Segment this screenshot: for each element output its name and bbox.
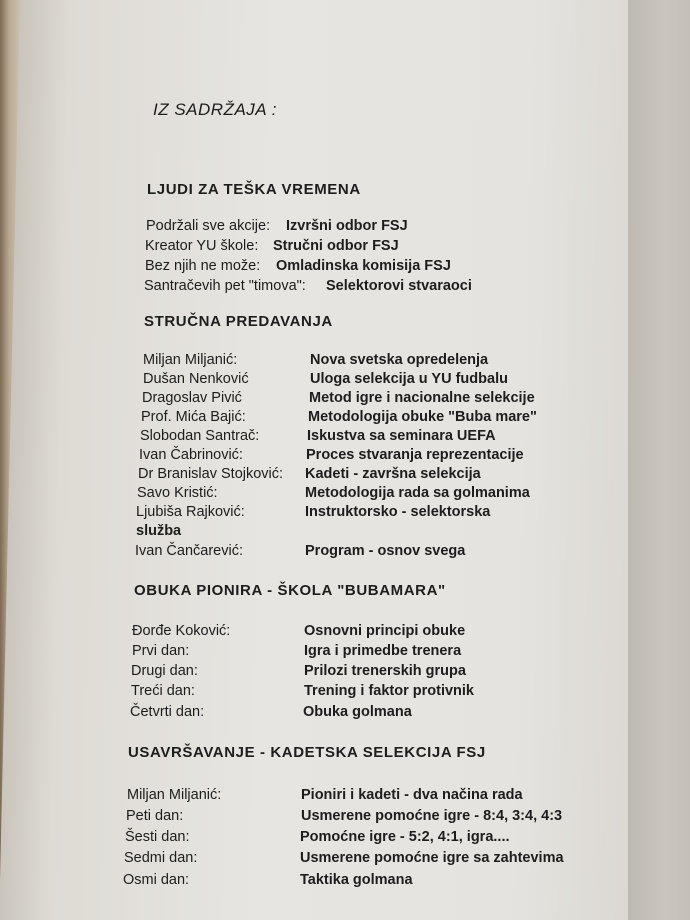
row-topic: Pomoćne igre - 5:2, 4:1, igra....: [300, 829, 510, 845]
row-name: Prvi dan:: [132, 643, 190, 659]
row-name: Kreator YU škole:: [145, 238, 259, 254]
row-topic: Taktika golmana: [300, 872, 413, 888]
row-topic: Trening i faktor protivnik: [304, 683, 474, 699]
section-heading: OBUKA PIONIRA - ŠKOLA "BUBAMARA": [134, 582, 446, 599]
row-topic: Nova svetska opredelenja: [310, 352, 489, 368]
row-topic: Stručni odbor FSJ: [273, 238, 399, 254]
row-topic-continuation: služba: [136, 523, 182, 539]
row-topic: Program - osnov svega: [305, 543, 466, 559]
row-topic: Metod igre i nacionalne selekcije: [309, 390, 535, 406]
row-topic: Omladinska komisija FSJ: [276, 258, 451, 274]
row-name: Šesti dan:: [125, 829, 190, 845]
row-name: Sedmi dan:: [124, 850, 198, 866]
row-name: Miljan Miljanić:: [127, 787, 222, 803]
row-name: Miljan Miljanić:: [143, 352, 238, 368]
row-topic: Iskustva sa seminara UEFA: [307, 428, 496, 444]
row-topic: Obuka golmana: [303, 704, 412, 720]
section-heading: STRUČNA PREDAVANJA: [144, 313, 333, 330]
section-heading: USAVRŠAVANJE - KADETSKA SELEKCIJA FSJ: [128, 744, 486, 761]
row-name: Slobodan Santrač:: [140, 428, 260, 444]
row-name: Osmi dan:: [123, 872, 190, 888]
row-topic: Instruktorsko - selektorska: [305, 504, 491, 520]
row-topic: Pioniri i kadeti - dva načina rada: [301, 787, 523, 803]
row-topic: Igra i primedbe trenera: [304, 643, 462, 659]
row-topic: Uloga selekcija u YU fudbalu: [310, 371, 508, 387]
row-topic: Osnovni principi obuke: [304, 623, 466, 639]
row-topic: Usmerene pomoćne igre sa zahtevima: [300, 850, 564, 866]
row-name: Peti dan:: [126, 808, 184, 824]
row-topic: Izvršni odbor FSJ: [286, 218, 408, 234]
row-name: Ljubiša Rajković:: [136, 504, 245, 520]
row-topic: Kadeti - završna selekcija: [305, 466, 481, 482]
row-topic: Prilozi trenerskih grupa: [304, 663, 466, 679]
row-name: Četvrti dan:: [130, 704, 205, 720]
row-topic: Proces stvaranja reprezentacije: [306, 447, 524, 463]
row-name: Drugi dan:: [131, 663, 198, 679]
row-name: Dr Branislav Stojković:: [138, 466, 284, 482]
row-topic: Usmerene pomoćne igre - 8:4, 3:4, 4:3: [301, 808, 563, 824]
row-name: Ivan Čabrinović:: [139, 447, 243, 463]
row-name: Podržali sve akcije:: [146, 218, 271, 234]
row-name: Santračevih pet "timova":: [144, 278, 306, 294]
row-name: Dragoslav Pivić: [142, 390, 242, 406]
row-name: Dušan Nenković: [143, 371, 249, 387]
row-name: Đorđe Koković:: [132, 623, 231, 639]
row-topic: Selektorovi stvaraoci: [326, 278, 472, 294]
row-name: Ivan Čančarević:: [135, 543, 243, 559]
row-topic: Metodologija obuke "Buba mare": [308, 409, 537, 425]
row-name: Treći dan:: [131, 683, 195, 699]
row-topic: Metodologija rada sa golmanima: [305, 485, 530, 501]
row-name: Prof. Mića Bajić:: [141, 409, 246, 425]
row-name: Savo Kristić:: [137, 485, 218, 501]
contents-intro: IZ SADRŽAJA :: [153, 100, 277, 119]
section-heading: LJUDI ZA TEŠKA VREMENA: [147, 181, 361, 198]
row-name: Bez njih ne može:: [145, 258, 261, 274]
